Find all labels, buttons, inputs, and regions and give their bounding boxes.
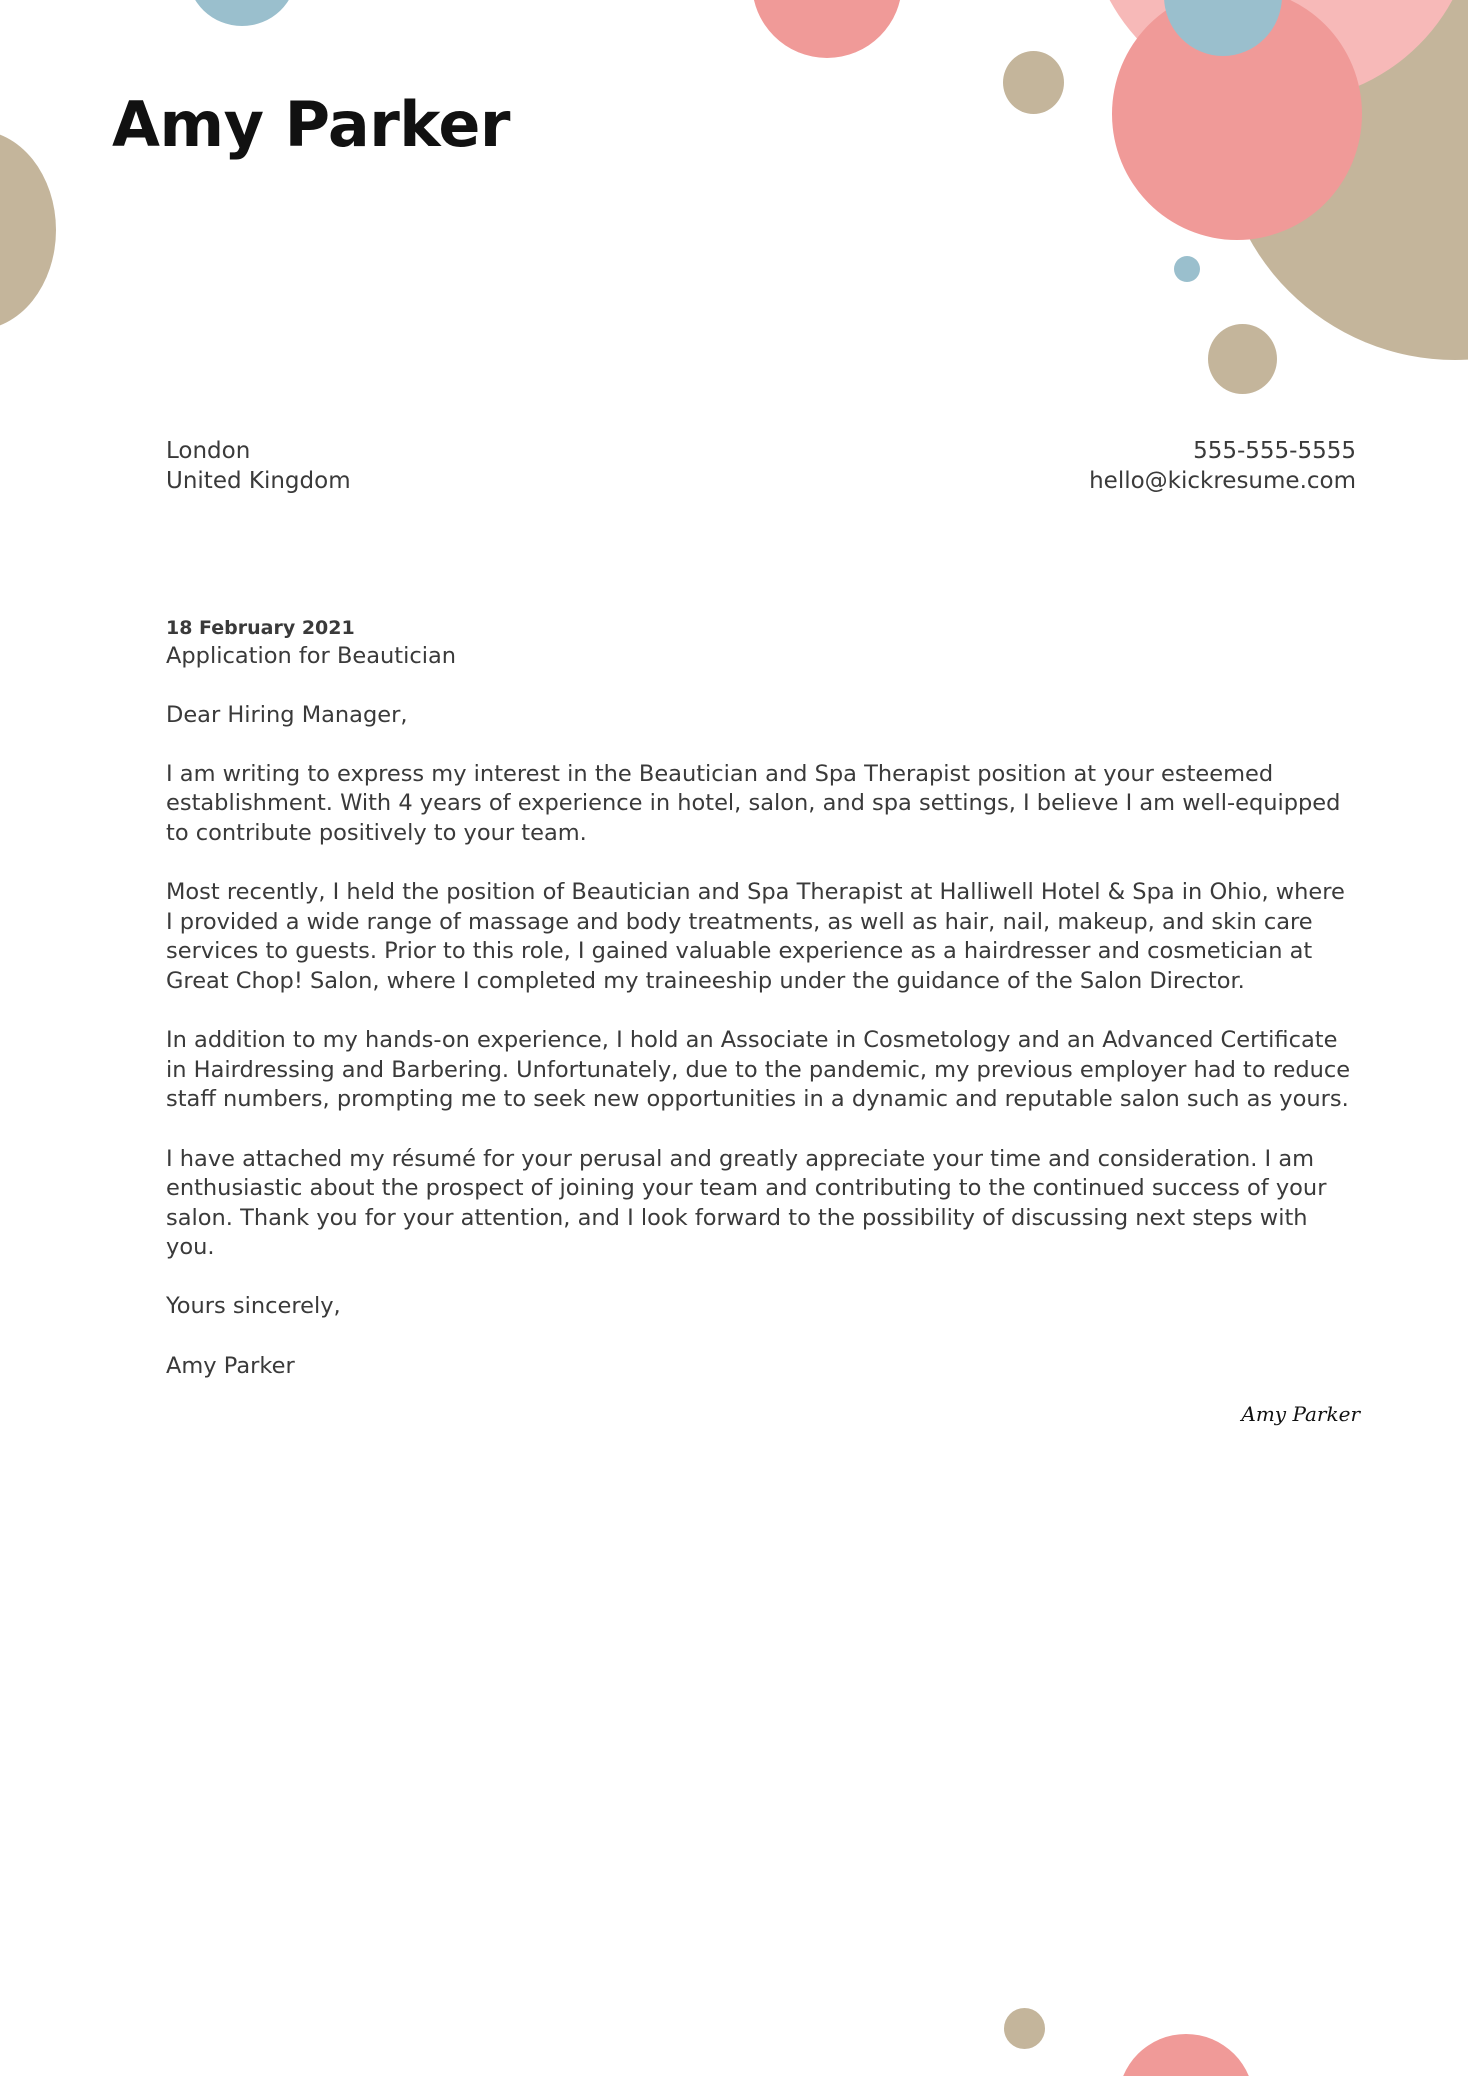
letter-paragraph: In addition to my hands-on experience, I hold an Associate in Cosmetology and an Advanced Certificate in Hairdressing and Barbering. Unfortunately, due to the pandemic, my previous employer had to reduce staff numbers, prompting me to seek new opportunities in a dynamic and reputable salon such as yours.: [166, 1027, 1351, 1113]
letter-sender-name: Amy Parker: [166, 1352, 295, 1379]
letter-body: [166, 614, 1356, 1381]
letter-paragraph: Most recently, I held the position of Beautician and Spa Therapist at Halliwell Hotel & Spa in Ohio, where I provided a wide range of massage and body treatments, as well as hair, nail, makeup, and skin care services to guests. Prior to this role, I gained valuable experience as a hairdresser and cosmetician at Great Chop! Salon, where I completed my traineeship under the guidance of the Salon Director.: [166, 879, 1345, 994]
decor-circle-pink-top: [752, 0, 902, 58]
letter-closing: Yours sincerely,: [166, 1293, 341, 1320]
letter-subject: Application for Beautician: [166, 643, 457, 669]
decor-circle-pink-bottom: [1118, 2034, 1254, 2076]
letter-date: 18 February 2021: [166, 617, 355, 639]
decor-circle-blue-dot: [1174, 256, 1200, 282]
decor-circle-tan-left: [0, 130, 56, 330]
email-address: hello@kickresume.com: [1089, 468, 1356, 494]
decor-circle-tan-small: [1003, 51, 1064, 114]
letter-greeting: Dear Hiring Manager,: [166, 701, 408, 728]
applicant-name: Amy Parker: [112, 88, 510, 161]
letter-paragraph: I have attached my résumé for your perusal and greatly appreciate your time and consideration. I am enthusiastic about the prospect of joining your team and contributing to the continued success of your salon. Thank you for your attention, and I look forward to the possibility of discussing next steps with you.: [166, 1145, 1327, 1261]
decor-circle-tan-bottom: [1004, 2008, 1045, 2049]
decor-circle-tan-medium: [1208, 324, 1277, 394]
phone-number: 555-555-5555: [1193, 438, 1356, 464]
address-block: [166, 436, 351, 496]
letter-paragraph: I am writing to express my interest in the Beautician and Spa Therapist position at your esteemed establishment. With 4 years of experience in hotel, salon, and spa settings, I believe I am well-equipped to contribute positively to your team.: [166, 760, 1341, 846]
contact-block: [1089, 436, 1356, 496]
decor-circle-blue-top: [188, 0, 296, 26]
address-city: London: [166, 438, 251, 464]
address-country: United Kingdom: [166, 468, 351, 494]
handwritten-signature: Amy Parker: [1241, 1402, 1360, 1426]
